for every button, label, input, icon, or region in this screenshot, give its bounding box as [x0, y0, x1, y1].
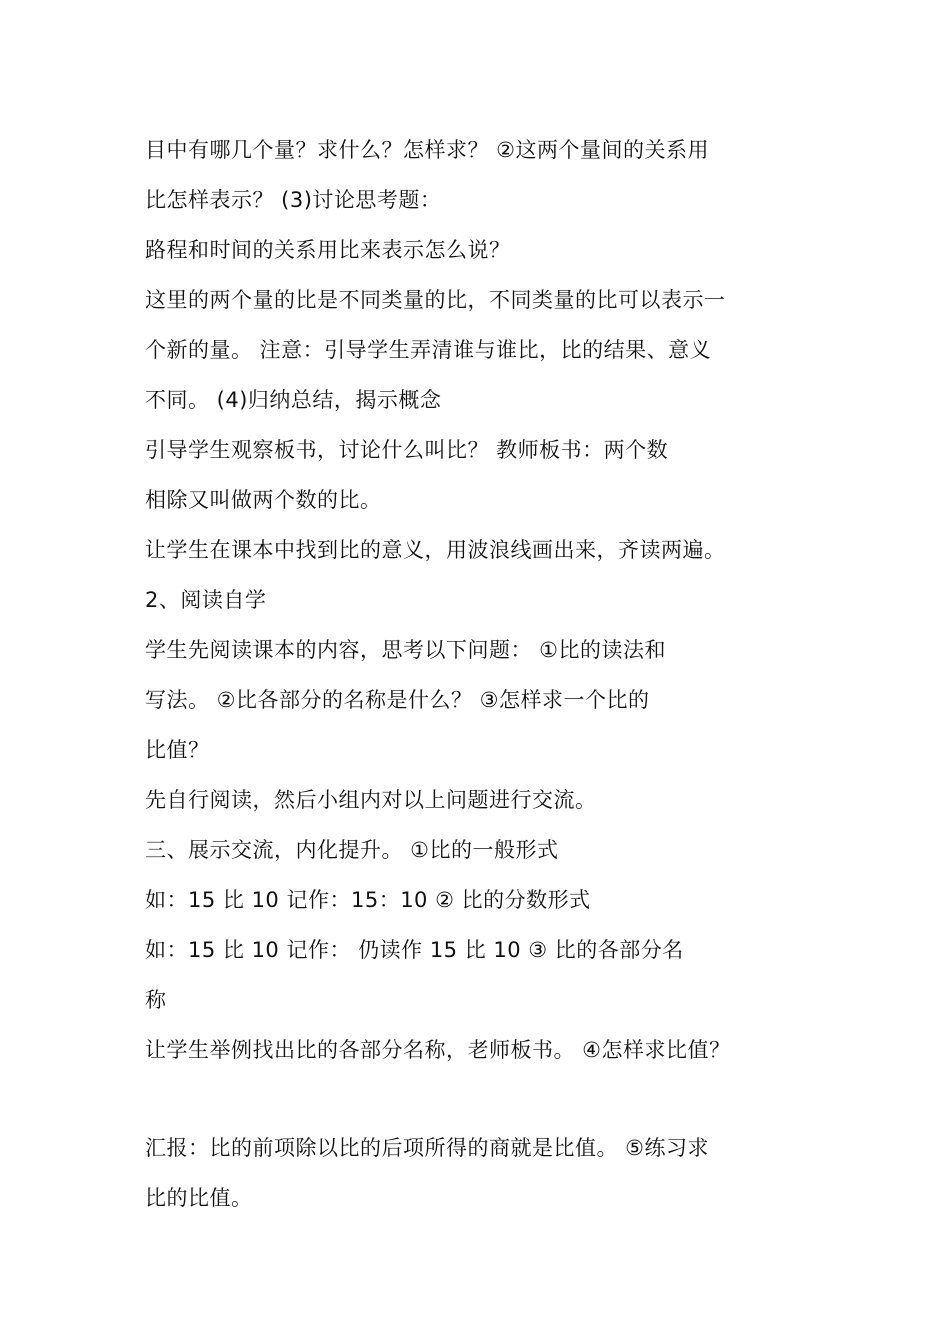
text-line: 比值？ [145, 738, 210, 762]
text-line: 如：15 比 10 记作：15：10 ② 比的分数形式 [145, 888, 591, 912]
text-line: 如：15 比 10 记作： 仍读作 15 比 10 ③ 比的各部分名 [145, 938, 684, 962]
text-line: 先自行阅读，然后小组内对以上问题进行交流。 [145, 788, 597, 812]
text-line: 相除又叫做两个数的比。 [145, 488, 382, 512]
text-line: 汇报：比的前项除以比的后项所得的商就是比值。 ⑤练习求 [145, 1136, 709, 1160]
text-line: 目中有哪几个量？求什么？怎样求？ ②这两个量间的关系用 [145, 138, 709, 162]
text-line: 让学生举例找出比的各部分名称，老师板书。 ④怎样求比值？ [145, 1038, 731, 1062]
text-line: 比怎样表示？ (3)讨论思考题： [145, 188, 442, 212]
text-line: 学生先阅读课本的内容，思考以下问题： ①比的读法和 [145, 638, 666, 662]
text-line: 写法。 ②比各部分的名称是什么？ ③怎样求一个比的 [145, 688, 650, 712]
text-line: 路程和时间的关系用比来表示怎么说？ [145, 238, 511, 262]
text-line: 称 [145, 988, 167, 1012]
text-line: 不同。 (4)归纳总结，揭示概念 [145, 388, 442, 412]
text-line: 2、阅读自学 [145, 588, 267, 612]
text-line: 个新的量。 注意：引导学生弄清谁与谁比，比的结果、意义 [145, 338, 712, 362]
text-line: 让学生在课本中找到比的意义，用波浪线画出来，齐读两遍。 [145, 538, 726, 562]
text-line: 引导学生观察板书，讨论什么叫比？ 教师板书：两个数 [145, 438, 669, 462]
text-line: 比的比值。 [145, 1186, 253, 1210]
text-line: 这里的两个量的比是不同类量的比，不同类量的比可以表示一 [145, 288, 726, 312]
text-line: 三、展示交流，内化提升。 ①比的一般形式 [145, 838, 559, 862]
